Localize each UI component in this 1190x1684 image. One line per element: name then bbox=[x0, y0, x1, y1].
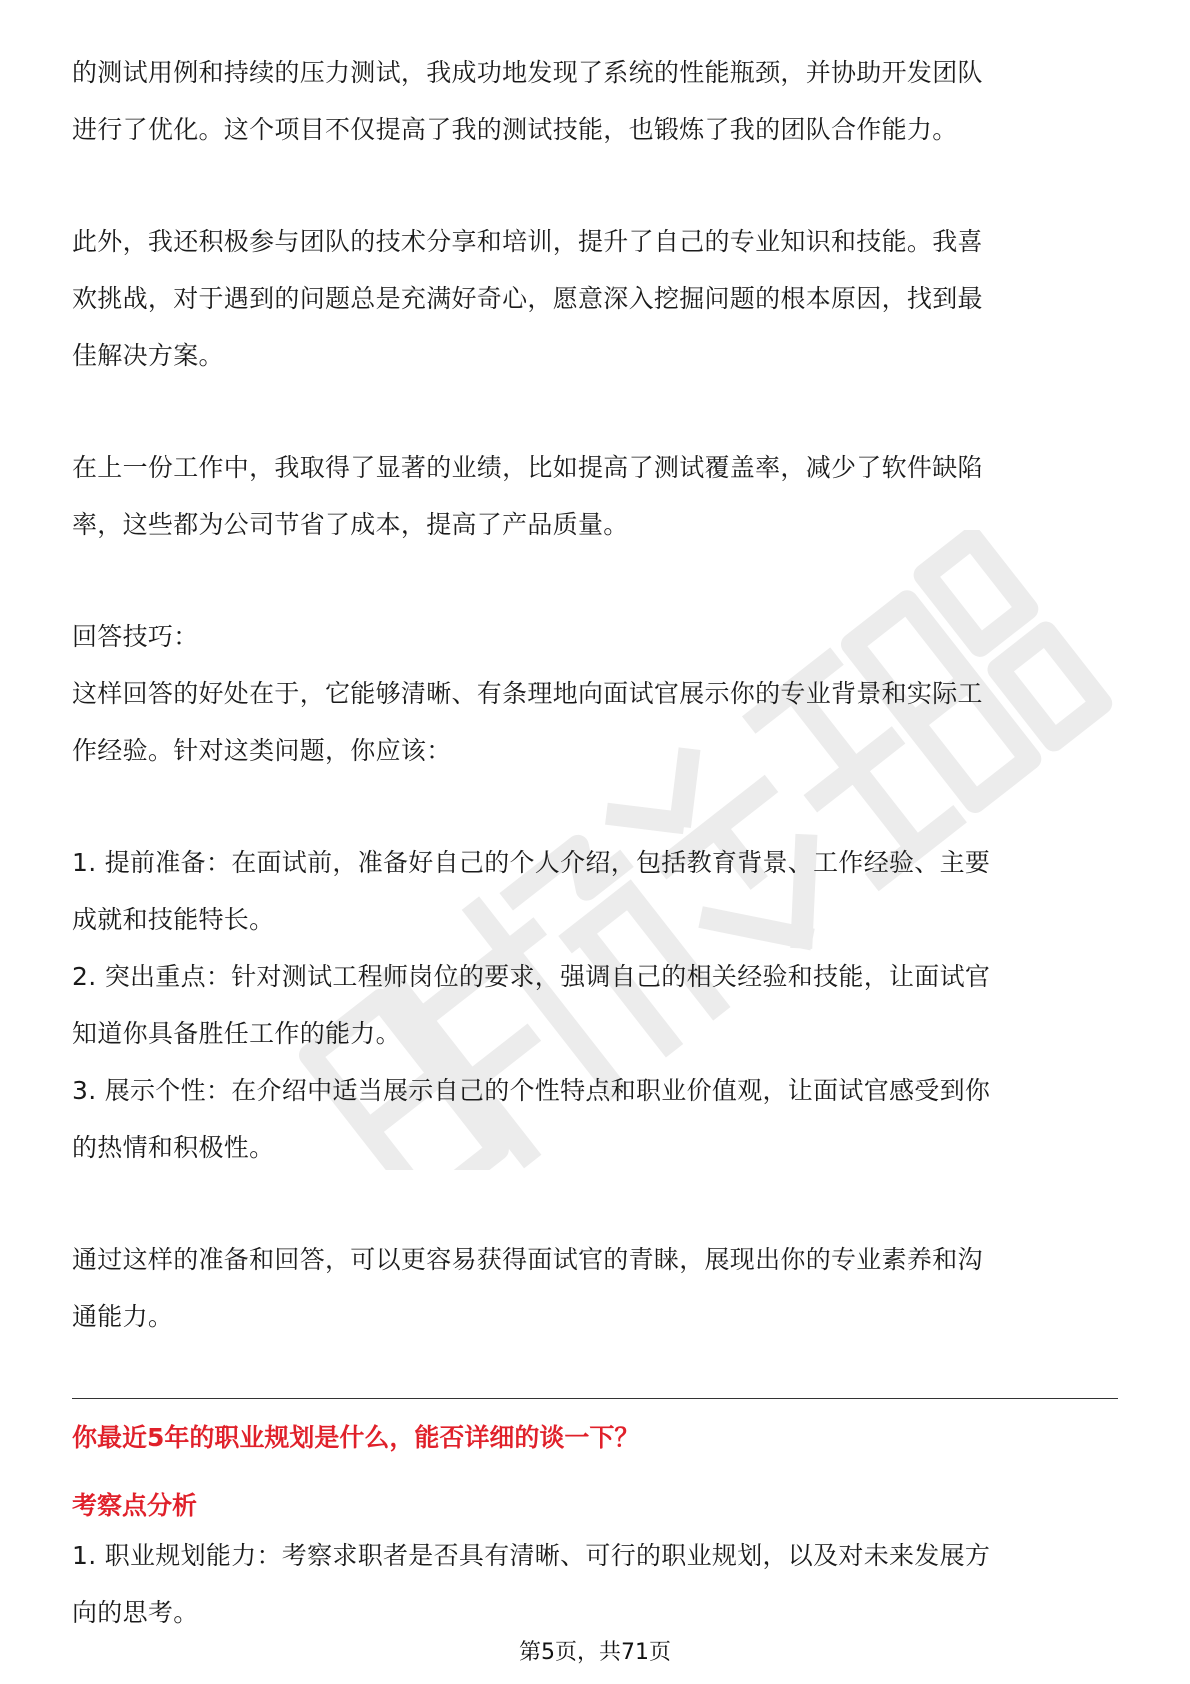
question-heading: 你最近5年的职业规划是什么，能否详细的谈一下？ bbox=[72, 1423, 640, 1452]
para-2-line-3: 佳解决方案。 bbox=[72, 341, 224, 370]
analysis-line-2: 向的思考。 bbox=[72, 1598, 199, 1627]
section-divider bbox=[72, 1398, 1118, 1399]
list-item-2-line-2: 知道你具备胜任工作的能力。 bbox=[72, 1019, 401, 1048]
analysis-text bbox=[72, 1527, 1118, 1641]
para-1-line-1: 的测试用例和持续的压力测试，我成功地发现了系统的性能瓶颈，并协助开发团队 bbox=[72, 58, 983, 87]
para-3-line-1: 在上一份工作中，我取得了显著的业绩，比如提高了测试覆盖率，减少了软件缺陷 bbox=[72, 453, 983, 482]
para-2-line-1: 此外，我还积极参与团队的技术分享和培训，提升了自己的专业知识和技能。我喜 bbox=[72, 227, 983, 256]
list-item-1-line-2: 成就和技能特长。 bbox=[72, 905, 275, 934]
summary-line-1: 通过这样的准备和回答，可以更容易获得面试官的青睐，展现出你的专业素养和沟 bbox=[72, 1245, 983, 1274]
tips-heading: 回答技巧： bbox=[72, 622, 199, 651]
summary-line-2: 通能力。 bbox=[72, 1302, 174, 1331]
page-footer: 第5页，共71页 bbox=[519, 1640, 671, 1665]
analysis-line-1: 1. 职业规划能力：考察求职者是否具有清晰、可行的职业规划，以及对未来发展方 bbox=[72, 1541, 991, 1570]
list-item-2-line-1: 2. 突出重点：针对测试工程师岗位的要求，强调自己的相关经验和技能，让面试官 bbox=[72, 962, 991, 991]
para-2-line-2: 欢挑战，对于遇到的问题总是充满好奇心，愿意深入挖掘问题的根本原因，找到最 bbox=[72, 284, 983, 313]
analysis-heading: 考察点分析 bbox=[72, 1491, 198, 1520]
body-text bbox=[72, 44, 1118, 1345]
tips-line-1: 这样回答的好处在于，它能够清晰、有条理地向面试官展示你的专业背景和实际工 bbox=[72, 679, 983, 708]
para-3-line-2: 率，这些都为公司节省了成本，提高了产品质量。 bbox=[72, 510, 629, 539]
tips-line-2: 作经验。针对这类问题，你应该： bbox=[72, 736, 452, 765]
list-item-3-line-2: 的热情和积极性。 bbox=[72, 1133, 275, 1162]
para-1-line-2: 进行了优化。这个项目不仅提高了我的测试技能，也锻炼了我的团队合作能力。 bbox=[72, 115, 958, 144]
list-item-1-line-1: 1. 提前准备：在面试前，准备好自己的个人介绍，包括教育背景、工作经验、主要 bbox=[72, 848, 991, 877]
list-item-3-line-1: 3. 展示个性：在介绍中适当展示自己的个性特点和职业价值观，让面试官感受到你 bbox=[72, 1076, 991, 1105]
